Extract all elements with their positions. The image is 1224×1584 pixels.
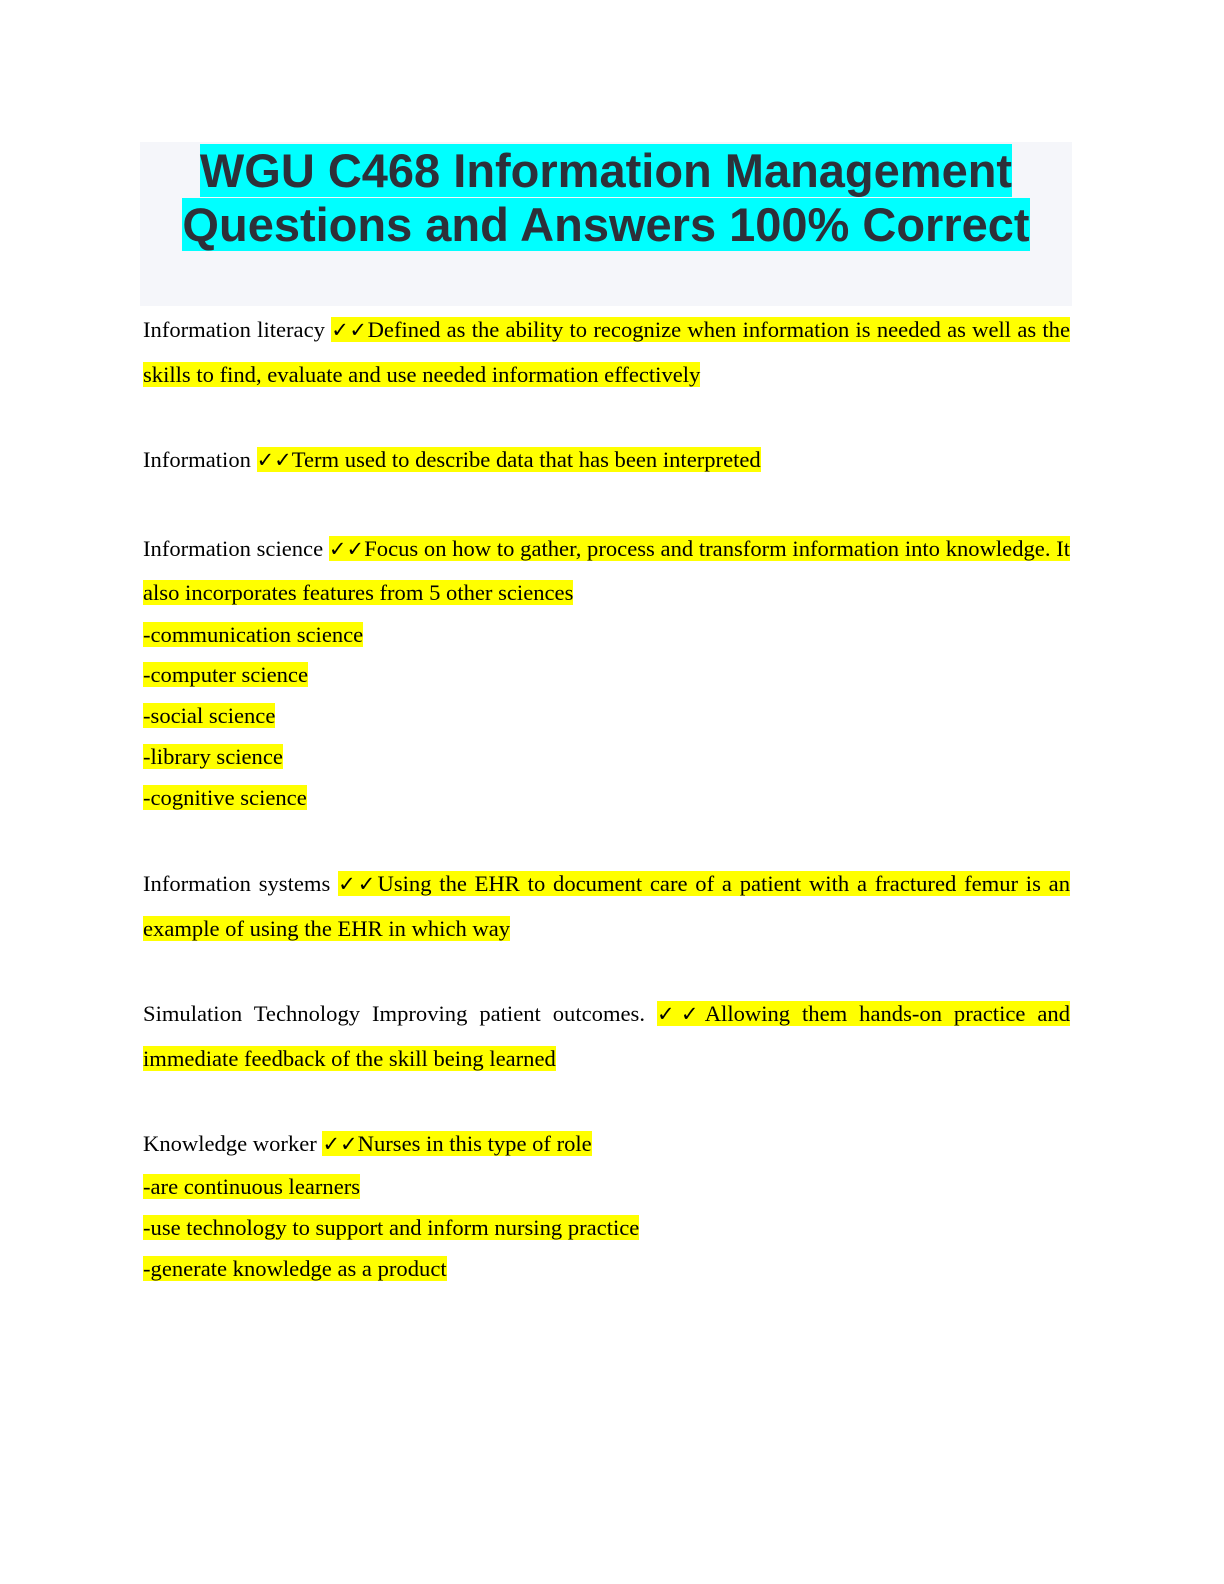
- answer-text: Focus on how to gather, process and transform information into knowledge. It also incorporates features from 5 other sciences: [143, 535, 1071, 605]
- bullet-text: -communication science: [143, 621, 364, 647]
- question-term: Information literacy: [143, 317, 325, 342]
- answer-text: Defined as the ability to recognize when information is needed as well as the skills to find, evaluate and use needed information effectively: [143, 317, 1070, 387]
- double-check-icon: ✓✓: [256, 448, 292, 472]
- title-line-1: WGU C468 Information Management: [199, 144, 1013, 197]
- question-term: Information science: [143, 535, 324, 561]
- question-term: Simulation Technology Improving patient outcomes.: [143, 1001, 645, 1027]
- question-term: Information: [143, 447, 251, 472]
- qa-paragraph: [143, 438, 1070, 483]
- answer-bullet: [143, 737, 1070, 778]
- double-check-icon: ✓✓: [656, 1002, 705, 1027]
- answer-bullet: [143, 1208, 1070, 1249]
- answer-bullet: [143, 1249, 1070, 1290]
- qa-paragraph: [143, 527, 1070, 615]
- question-term: Knowledge worker: [143, 1131, 317, 1157]
- answer-bullet: [143, 696, 1070, 737]
- qa-entry: [143, 308, 1070, 396]
- qa-paragraph: [143, 308, 1070, 396]
- bullet-text: -generate knowledge as a product: [143, 1255, 447, 1281]
- qa-paragraph: [143, 1122, 1070, 1167]
- answer-bullet: [143, 655, 1070, 696]
- qa-entry: [143, 862, 1070, 950]
- bullet-text: -are continuous learners: [143, 1173, 361, 1199]
- answer-bullet: [143, 615, 1070, 656]
- document-title: [140, 142, 1072, 252]
- double-check-icon: ✓✓: [331, 318, 368, 342]
- title-line-2: Questions and Answers 100% Correct: [182, 198, 1030, 251]
- double-check-icon: ✓✓: [328, 536, 365, 561]
- answer-bullet: [143, 1167, 1070, 1208]
- answer-highlight: [257, 447, 761, 472]
- answer-text: Using the EHR to document care of a patient with a fractured femur is an example of using the EHR in which way: [143, 871, 1070, 941]
- bullet-text: -social science: [143, 703, 276, 729]
- bullet-text: -cognitive science: [143, 784, 307, 810]
- qa-entry: [143, 438, 1070, 483]
- answer-bullet: [143, 778, 1070, 819]
- qa-entry: [143, 992, 1070, 1080]
- qa-paragraph: [143, 992, 1070, 1080]
- title-banner: [140, 142, 1072, 306]
- bullet-text: -use technology to support and inform nursing practice: [143, 1214, 640, 1240]
- double-check-icon: ✓✓: [322, 1132, 358, 1157]
- bullet-text: -computer science: [143, 662, 308, 688]
- qa-entry: [143, 527, 1070, 819]
- answer-text: Nurses in this type of role: [357, 1131, 592, 1157]
- question-term: Information systems: [143, 871, 331, 897]
- double-check-icon: ✓✓: [338, 872, 378, 897]
- answer-highlight: [322, 1131, 591, 1156]
- qa-paragraph: [143, 862, 1070, 950]
- answer-text: Term used to describe data that has been interpreted: [291, 447, 761, 472]
- qa-entry: [143, 1122, 1070, 1289]
- answer-text: Allowing them hands-on practice and immediate feedback of the skill being learned: [143, 1001, 1070, 1071]
- bullet-text: -library science: [143, 743, 283, 769]
- qa-list: [143, 308, 1070, 1289]
